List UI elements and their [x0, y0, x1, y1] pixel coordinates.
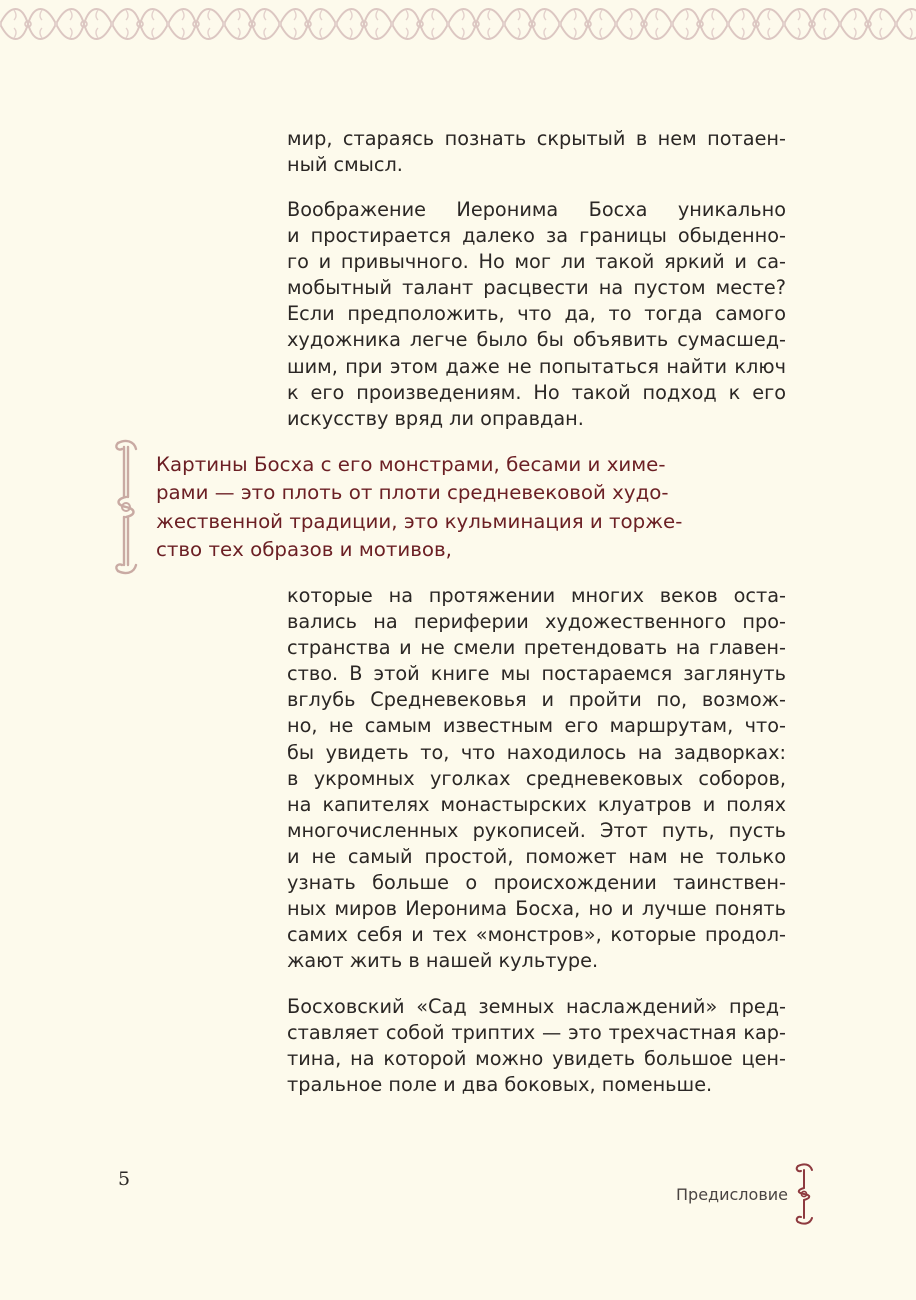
page-number: 5	[118, 1168, 131, 1190]
running-head: Предисловие	[676, 1185, 788, 1204]
text-line: ный смысл.	[287, 153, 403, 177]
quote-line: жественной традиции, это кульминация и торже-	[156, 509, 683, 533]
text-line: го и привычного. Но мог ли такой яркий и са-	[287, 250, 786, 274]
text-line: мир, стараясь познать скрытый в нем потаен-	[287, 127, 786, 150]
text-line: Босховский «Сад земных наслаждений» пред-	[287, 995, 786, 1018]
top-ornament-border	[0, 0, 916, 48]
text-line: в укромных уголках средневековых соборов,	[287, 766, 786, 790]
text-line: тральное поле и два боковых, поменьше.	[287, 1073, 713, 1097]
quote-line: ство тех образов и мотивов,	[156, 537, 452, 561]
text-line: которые на протяжении многих веков оста-	[287, 584, 786, 607]
text-line: и простирается далеко за границы обыденно-	[287, 224, 786, 248]
text-line: шим, при этом даже не попытаться найти ключ	[287, 354, 786, 378]
text-line: жают жить в нашей культуре.	[287, 949, 599, 973]
paragraph-2	[287, 197, 786, 432]
text-line: Воображение Иеронима Босха уникально	[287, 198, 786, 221]
text-line: мобытный талант расцвести на пустом месте?	[287, 276, 786, 300]
text-line: бы увидеть то, что находилось на задворках:	[287, 740, 786, 764]
text-line: искусству вряд ли оправдан.	[287, 406, 584, 430]
paragraph-1	[287, 126, 786, 178]
text-line: тина, на которой можно увидеть большое цен-	[287, 1047, 786, 1071]
quote-line: Картины Босха с его монстрами, бесами и химе-	[156, 453, 666, 476]
text-line: ство. В этой книге мы постараемся заглянуть	[287, 662, 786, 686]
text-line: художника легче было бы объявить сумасшед-	[287, 328, 786, 352]
paragraph-4	[287, 994, 786, 1098]
text-line: но, не самым известным его маршрутам, что-	[287, 714, 786, 738]
pull-quote	[156, 451, 683, 564]
text-line: вглубь Средневековья и пройти по, возмож-	[287, 688, 786, 712]
text-line: самих себя и тех «монстров», которые продол-	[287, 923, 786, 947]
text-line: к его произведениям. Но такой подход к его	[287, 380, 786, 404]
quote-bracket-ornament	[110, 437, 146, 577]
text-line: ставляет собой триптих — это трехчастная кар-	[287, 1021, 786, 1045]
text-line: странства и не смели претендовать на главен-	[287, 636, 786, 660]
text-line: Если предположить, что да, то тогда самого	[287, 302, 786, 326]
quote-line: рами — это плоть от плоти средневековой худо-	[156, 481, 669, 505]
paragraph-3	[287, 583, 786, 974]
text-line: узнать больше о происхождении таинствен-	[287, 871, 786, 895]
text-line: ных миров Иеронима Босха, но и лучше понять	[287, 897, 786, 921]
text-line: многочисленных рукописей. Этот путь, пусть	[287, 818, 786, 842]
text-line: и не самый простой, поможет нам не только	[287, 844, 786, 868]
text-line: на капителях монастырских клуатров и полях	[287, 792, 786, 816]
text-line: вались на периферии художественного про-	[287, 610, 786, 634]
footer-bracket-ornament	[792, 1162, 818, 1226]
